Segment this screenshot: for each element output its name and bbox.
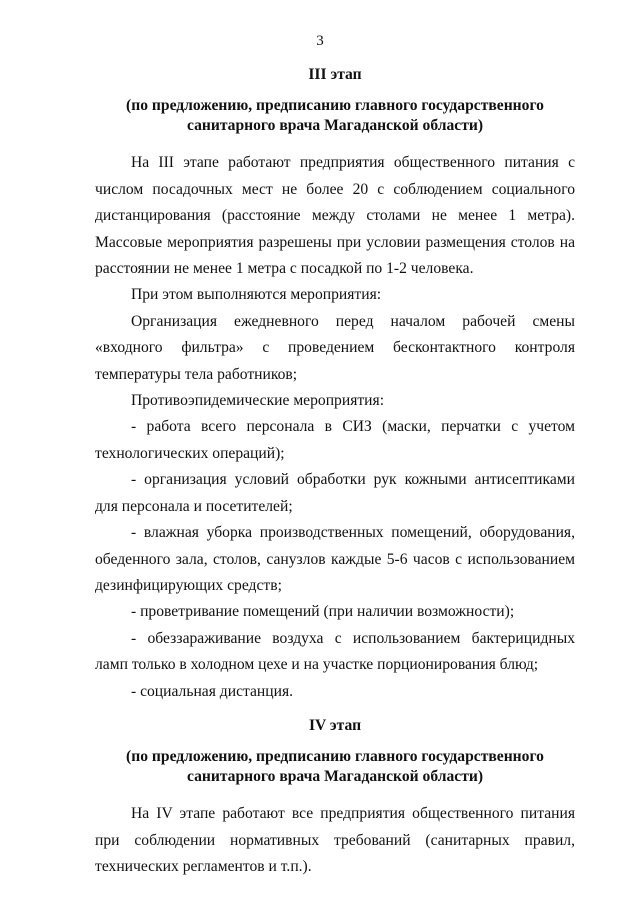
stage-4-subtitle-line-2: санитарного врача Магаданской области) [186, 768, 484, 786]
stage-3-title: III этап [308, 66, 362, 83]
stage-3-list-item-social-distance: - социальная дистанция. [131, 682, 294, 700]
stage-4-paragraph-intro: На IV этапе работают все предприятия общественного питания при соблюдении нормативных требований (санитарных правил, технических регламентов и т.п.). [95, 805, 575, 876]
stage-3-paragraph-antiepidemic-heading: Противоэпидемические мероприятия: [131, 392, 385, 410]
stage-3-paragraph-intro: На III этапе работают предприятия общественного питания с числом посадочных мест не более 20 с соблюдением социального дистанцирования (расстояние между столами не менее 1 метра). Массовые мероприятия разрешены при условии размещения столов на расстоянии не менее 1 метра с посадкой по 1-2 человека. [95, 154, 575, 278]
stage-3-subtitle-line-2: санитарного врача Магаданской области) [186, 117, 484, 135]
document-body [95, 62, 575, 881]
stage-3-list-item-ppe: - работа всего персонала в СИЗ (маски, перчатки с учетом технологических операций); [95, 418, 575, 462]
stage-3-list-item-wet-cleaning: - влажная уборка производственных помещений, оборудования, обеденного зала, столов, санузлов каждые 5-6 часов с использованием дезинфицирующих средств; [95, 524, 575, 594]
stage-3-list-item-hand-antiseptics: - организация условий обработки рук кожными антисептиками для персонала и посетителей; [95, 471, 575, 515]
page-number: 3 [316, 33, 324, 49]
stage-3-list-item-air-disinfection: - обеззараживание воздуха с использованием бактерицидных ламп только в холодном цехе и на участке порционирования блюд; [95, 629, 575, 674]
stage-3-paragraph-entry-filter: Организация ежедневного перед началом рабочей смены «входного фильтра» с проведением бесконтактного контроля температуры тела работников; [95, 312, 575, 383]
stage-4-subtitle-line-1: (по предложению, предписанию главного государственного [126, 748, 544, 766]
stage-4-title: IV этап [308, 716, 362, 734]
stage-3-list-item-ventilation: - проветривание помещений (при наличии возможности); [131, 603, 515, 621]
stage-3-subtitle-line-1: (по предложению, предписанию главного государственного [126, 97, 544, 115]
stage-3-paragraph-measures-heading: При этом выполняются мероприятия: [131, 286, 382, 304]
